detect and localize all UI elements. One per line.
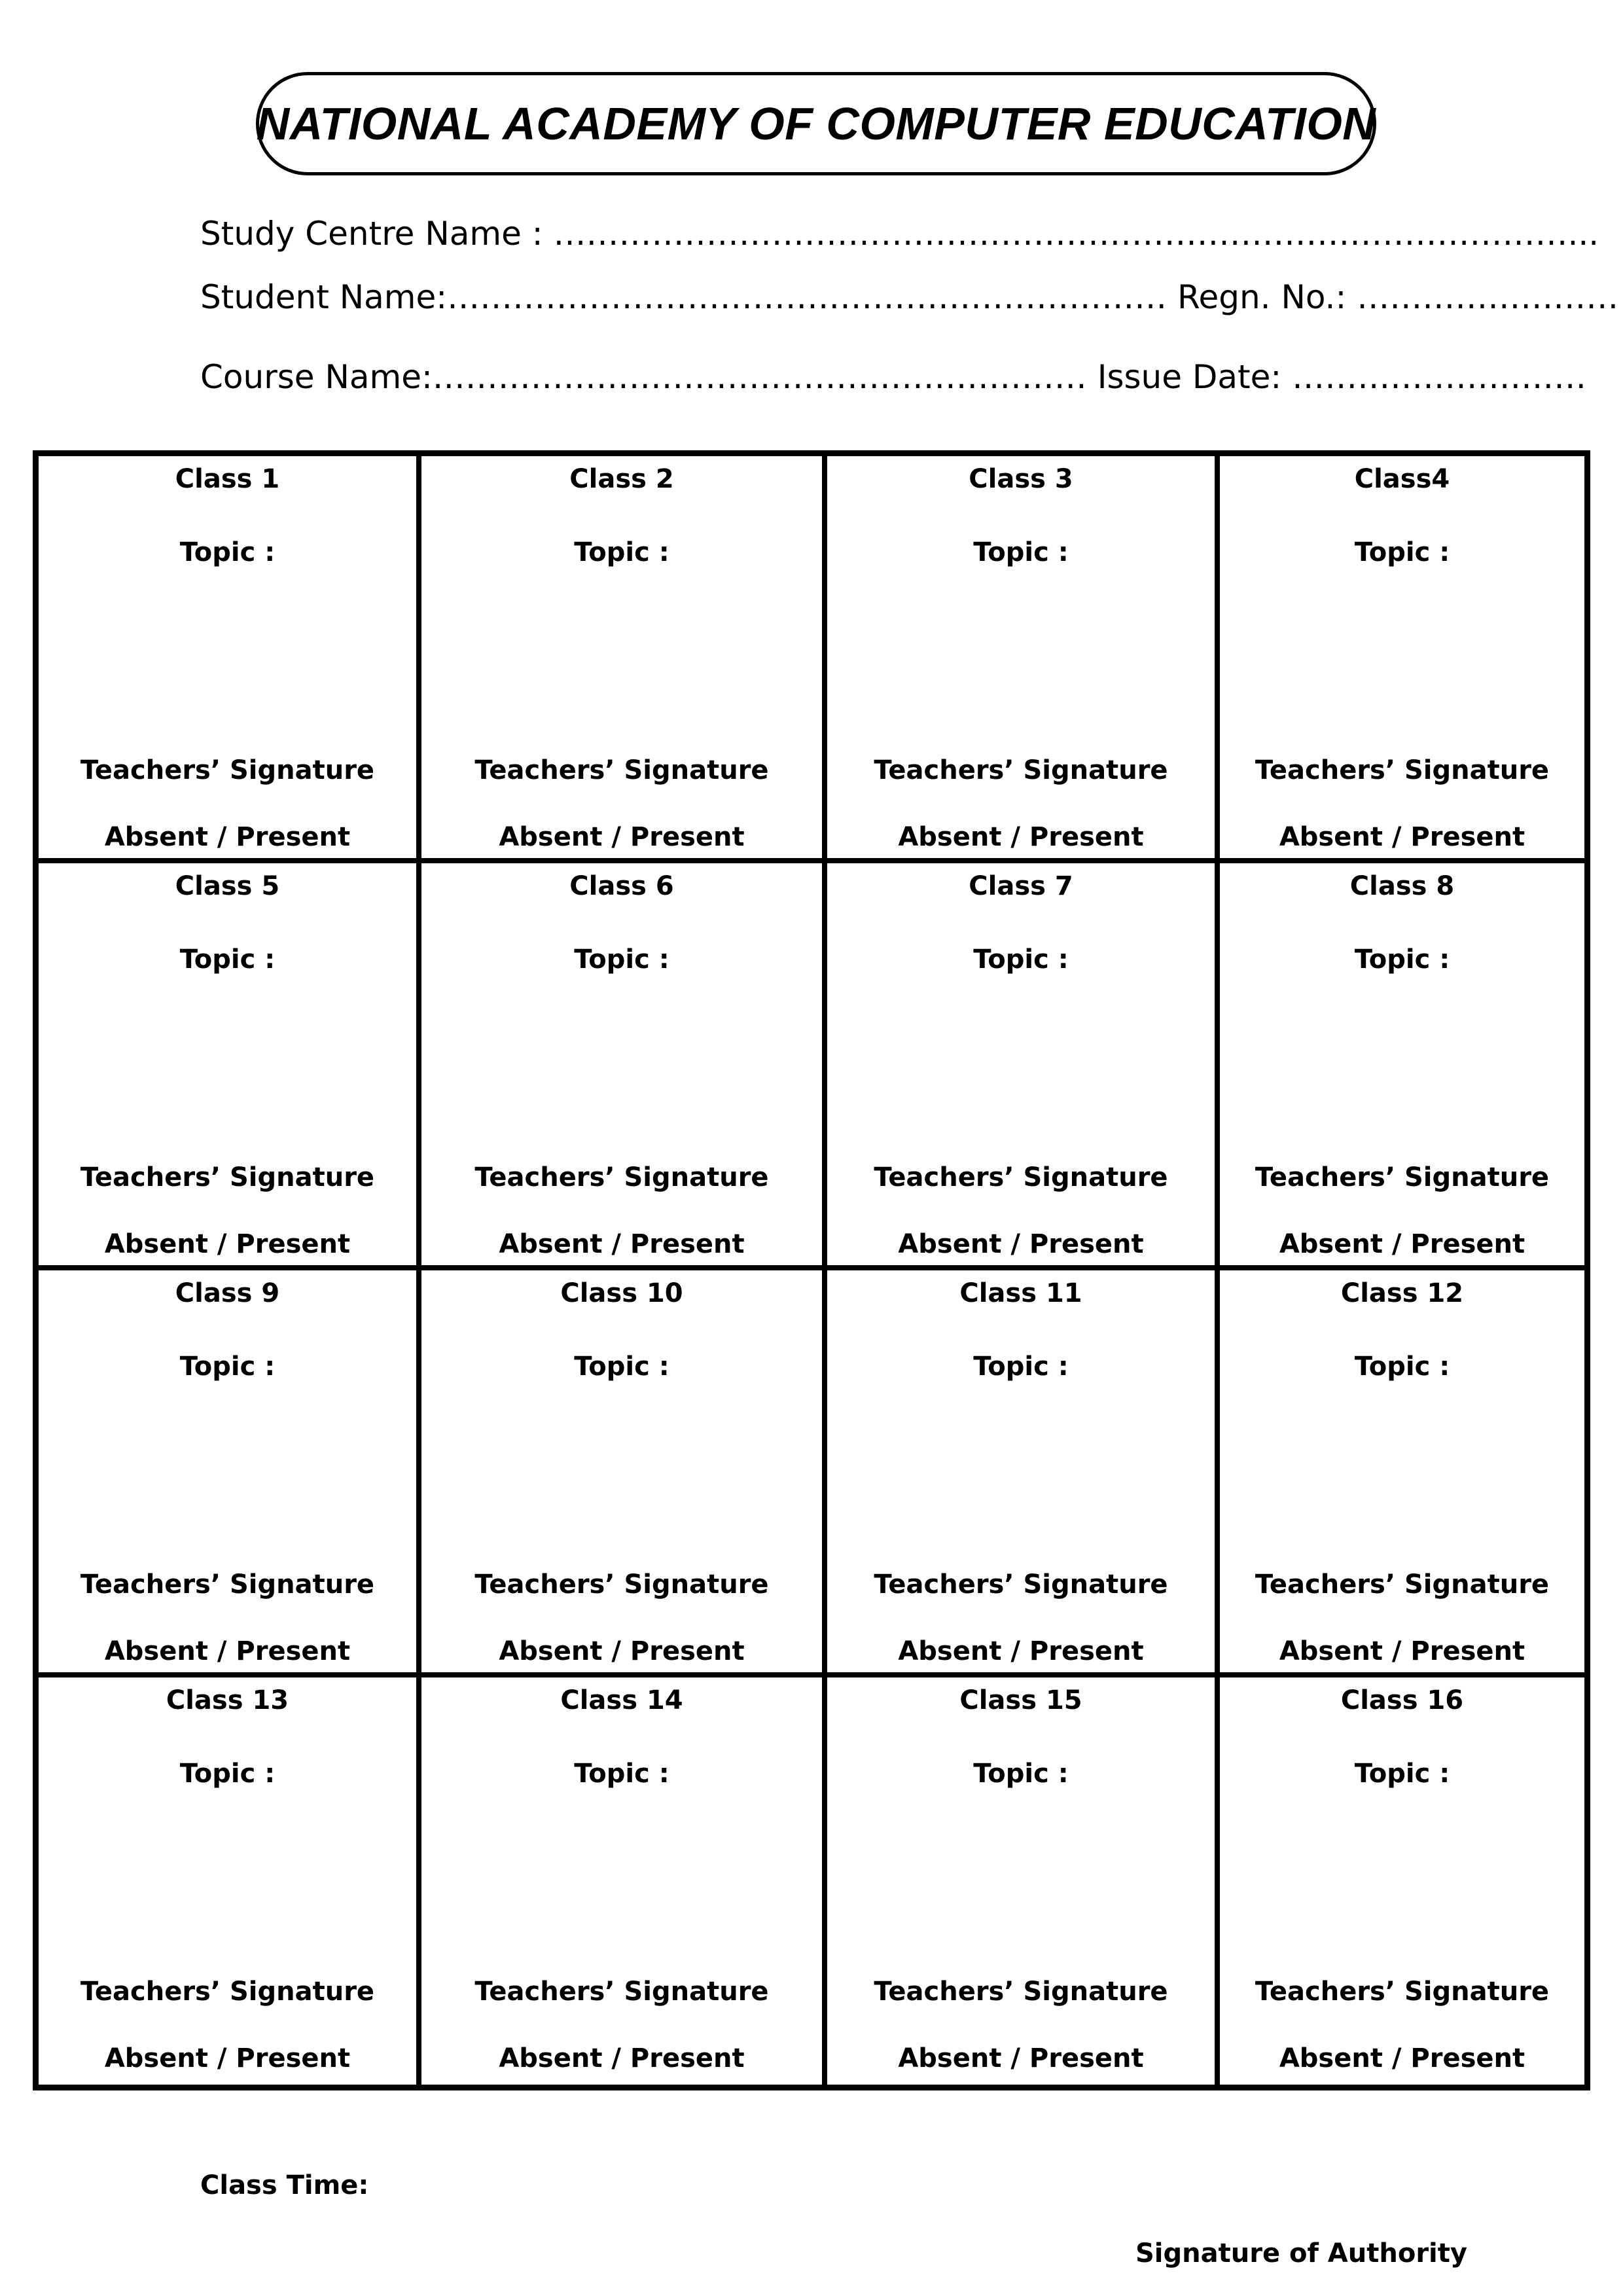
teacher-signature-label: Teachers’ Signature [474, 1162, 769, 1193]
teacher-signature-label: Teachers’ Signature [1255, 1977, 1550, 2007]
topic-label: Topic : [574, 944, 669, 975]
attendance-label: Absent / Present [898, 1229, 1144, 1259]
study-centre-line: Study Centre Name : …………………………………………………………………………………... [200, 215, 1599, 253]
class-cell [39, 1677, 421, 2085]
topic-label: Topic : [179, 1759, 276, 1789]
class-name: Class 14 [560, 1685, 683, 1715]
attendance-label: Absent / Present [499, 1636, 745, 1666]
class-cell [1220, 1677, 1584, 2085]
student-regn-line: Student Name:………………………………………………………… Regn. No.: …………………… [200, 278, 1619, 316]
class-name: Class 6 [569, 871, 674, 901]
class-cell [421, 456, 827, 863]
attendance-label: Absent / Present [898, 822, 1144, 852]
topic-label: Topic : [574, 1759, 669, 1789]
class-name: Class 5 [175, 871, 280, 901]
topic-label: Topic : [1354, 1759, 1450, 1789]
class-name: Class4 [1354, 464, 1450, 494]
class-cell [39, 863, 421, 1270]
teacher-signature-label: Teachers’ Signature [874, 1570, 1168, 1600]
class-cell [827, 863, 1220, 1270]
attendance-label: Absent / Present [1279, 822, 1525, 852]
class-name: Class 11 [959, 1278, 1082, 1308]
teacher-signature-label: Teachers’ Signature [1255, 1570, 1550, 1600]
topic-label: Topic : [1354, 537, 1450, 567]
class-cell [827, 1677, 1220, 2085]
class-cell [39, 1270, 421, 1677]
class-name: Class 16 [1340, 1685, 1464, 1715]
class-name: Class 15 [959, 1685, 1082, 1715]
topic-label: Topic : [973, 1759, 1069, 1789]
teacher-signature-label: Teachers’ Signature [874, 1977, 1168, 2007]
attendance-label: Absent / Present [499, 822, 745, 852]
title-box [256, 72, 1376, 175]
teacher-signature-label: Teachers’ Signature [874, 755, 1168, 785]
class-name: Class 7 [969, 871, 1073, 901]
topic-label: Topic : [179, 944, 276, 975]
class-cell [421, 1677, 827, 2085]
signature-of-authority-label: Signature of Authority [1135, 2238, 1467, 2269]
class-name: Class 12 [1340, 1278, 1464, 1308]
class-grid [33, 450, 1590, 2090]
teacher-signature-label: Teachers’ Signature [1255, 1162, 1550, 1193]
class-cell [827, 1270, 1220, 1677]
class-cell [1220, 1270, 1584, 1677]
teacher-signature-label: Teachers’ Signature [474, 755, 769, 785]
class-time-label: Class Time: [200, 2170, 369, 2200]
attendance-label: Absent / Present [104, 2043, 351, 2073]
course-issue-line: Course Name:…………………………………………………… Issue Date: ……………………… [200, 358, 1587, 396]
topic-label: Topic : [973, 944, 1069, 975]
teacher-signature-label: Teachers’ Signature [474, 1570, 769, 1600]
page-title: NATIONAL ACADEMY OF COMPUTER EDUCATION [256, 98, 1376, 149]
topic-label: Topic : [973, 537, 1069, 567]
topic-label: Topic : [1354, 1352, 1450, 1382]
attendance-label: Absent / Present [104, 1229, 351, 1259]
class-name: Class 2 [569, 464, 674, 494]
attendance-label: Absent / Present [898, 1636, 1144, 1666]
attendance-label: Absent / Present [104, 1636, 351, 1666]
topic-label: Topic : [574, 1352, 669, 1382]
topic-label: Topic : [179, 537, 276, 567]
attendance-label: Absent / Present [499, 1229, 745, 1259]
class-cell [421, 863, 827, 1270]
class-name: Class 10 [560, 1278, 683, 1308]
class-name: Class 9 [175, 1278, 280, 1308]
topic-label: Topic : [574, 537, 669, 567]
attendance-label: Absent / Present [1279, 1636, 1525, 1666]
attendance-label: Absent / Present [104, 822, 351, 852]
teacher-signature-label: Teachers’ Signature [80, 755, 375, 785]
topic-label: Topic : [179, 1352, 276, 1382]
class-cell [827, 456, 1220, 863]
teacher-signature-label: Teachers’ Signature [474, 1977, 769, 2007]
teacher-signature-label: Teachers’ Signature [1255, 755, 1550, 785]
class-name: Class 3 [969, 464, 1073, 494]
attendance-label: Absent / Present [1279, 1229, 1525, 1259]
class-cell [39, 456, 421, 863]
class-name: Class 8 [1349, 871, 1455, 901]
class-name: Class 1 [175, 464, 280, 494]
attendance-label: Absent / Present [1279, 2043, 1525, 2073]
attendance-label: Absent / Present [499, 2043, 745, 2073]
topic-label: Topic : [1354, 944, 1450, 975]
class-cell [1220, 456, 1584, 863]
attendance-label: Absent / Present [898, 2043, 1144, 2073]
teacher-signature-label: Teachers’ Signature [80, 1162, 375, 1193]
topic-label: Topic : [973, 1352, 1069, 1382]
teacher-signature-label: Teachers’ Signature [80, 1977, 375, 2007]
class-cell [1220, 863, 1584, 1270]
class-cell [421, 1270, 827, 1677]
teacher-signature-label: Teachers’ Signature [80, 1570, 375, 1600]
teacher-signature-label: Teachers’ Signature [874, 1162, 1168, 1193]
class-name: Class 13 [166, 1685, 289, 1715]
